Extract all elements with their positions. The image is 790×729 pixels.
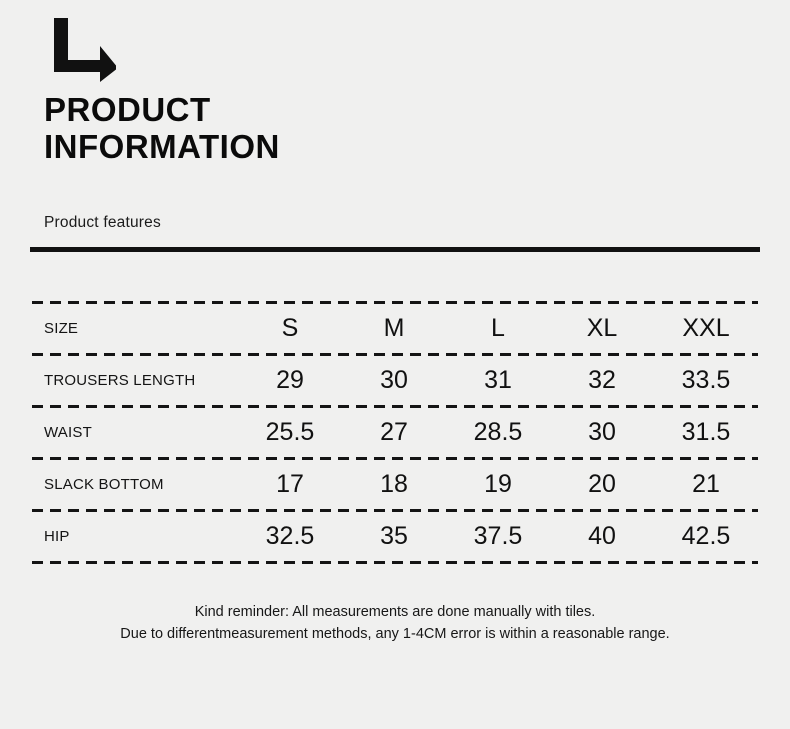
table-row bbox=[32, 356, 758, 404]
cell-value: 29 bbox=[276, 365, 304, 394]
column-header-l: L bbox=[491, 313, 505, 342]
cell-value: 35 bbox=[380, 521, 408, 550]
row-label: TROUSERS LENGTH bbox=[44, 371, 196, 389]
cell-value: 20 bbox=[588, 469, 616, 498]
down-right-arrow-icon bbox=[44, 18, 116, 86]
column-header-m: M bbox=[383, 313, 405, 342]
measurement-note-line-1: Kind reminder: All measurements are done manually with tiles. bbox=[194, 604, 596, 620]
cell-value: 28.5 bbox=[473, 417, 523, 446]
product-features-label: Product features bbox=[44, 214, 161, 231]
cell-value: 31 bbox=[484, 365, 512, 394]
cell-value: 30 bbox=[380, 365, 408, 394]
cell-value: 25.5 bbox=[265, 417, 315, 446]
cell-value: 32 bbox=[588, 365, 616, 394]
cell-value: 19 bbox=[484, 469, 512, 498]
cell-value: 37.5 bbox=[473, 521, 523, 550]
column-header-xxl: XXL bbox=[682, 313, 730, 342]
cell-value: 42.5 bbox=[681, 521, 731, 550]
table-row bbox=[32, 460, 758, 508]
cell-value: 27 bbox=[380, 417, 408, 446]
cell-value: 31.5 bbox=[681, 417, 731, 446]
table-header-row bbox=[32, 304, 758, 352]
page-title bbox=[44, 92, 280, 166]
measurement-note-line-2: Due to differentmeasurement methods, any 1-4CM error is within a reasonable range. bbox=[120, 625, 670, 642]
row-label: HIP bbox=[44, 527, 70, 545]
cell-value: 40 bbox=[588, 521, 616, 550]
cell-value: 33.5 bbox=[681, 365, 731, 394]
size-chart bbox=[32, 300, 758, 564]
column-header-size: SIZE bbox=[44, 319, 79, 337]
cell-value: 18 bbox=[380, 469, 408, 498]
size-table bbox=[32, 300, 758, 564]
section-divider bbox=[30, 247, 760, 252]
column-header-xl: XL bbox=[586, 313, 618, 342]
cell-value: 21 bbox=[692, 469, 720, 498]
page-title-line-1: PRODUCT bbox=[44, 91, 211, 128]
row-label: WAIST bbox=[44, 423, 92, 441]
column-header-s: S bbox=[281, 313, 299, 342]
page-title-line-2: INFORMATION bbox=[44, 127, 280, 165]
cell-value: 32.5 bbox=[265, 521, 315, 550]
cell-value: 17 bbox=[276, 469, 304, 498]
row-label: SLACK BOTTOM bbox=[44, 475, 164, 493]
table-row bbox=[32, 512, 758, 560]
table-row bbox=[32, 408, 758, 456]
measurement-note bbox=[0, 602, 790, 646]
cell-value: 30 bbox=[588, 417, 616, 446]
table-divider bbox=[32, 560, 758, 564]
